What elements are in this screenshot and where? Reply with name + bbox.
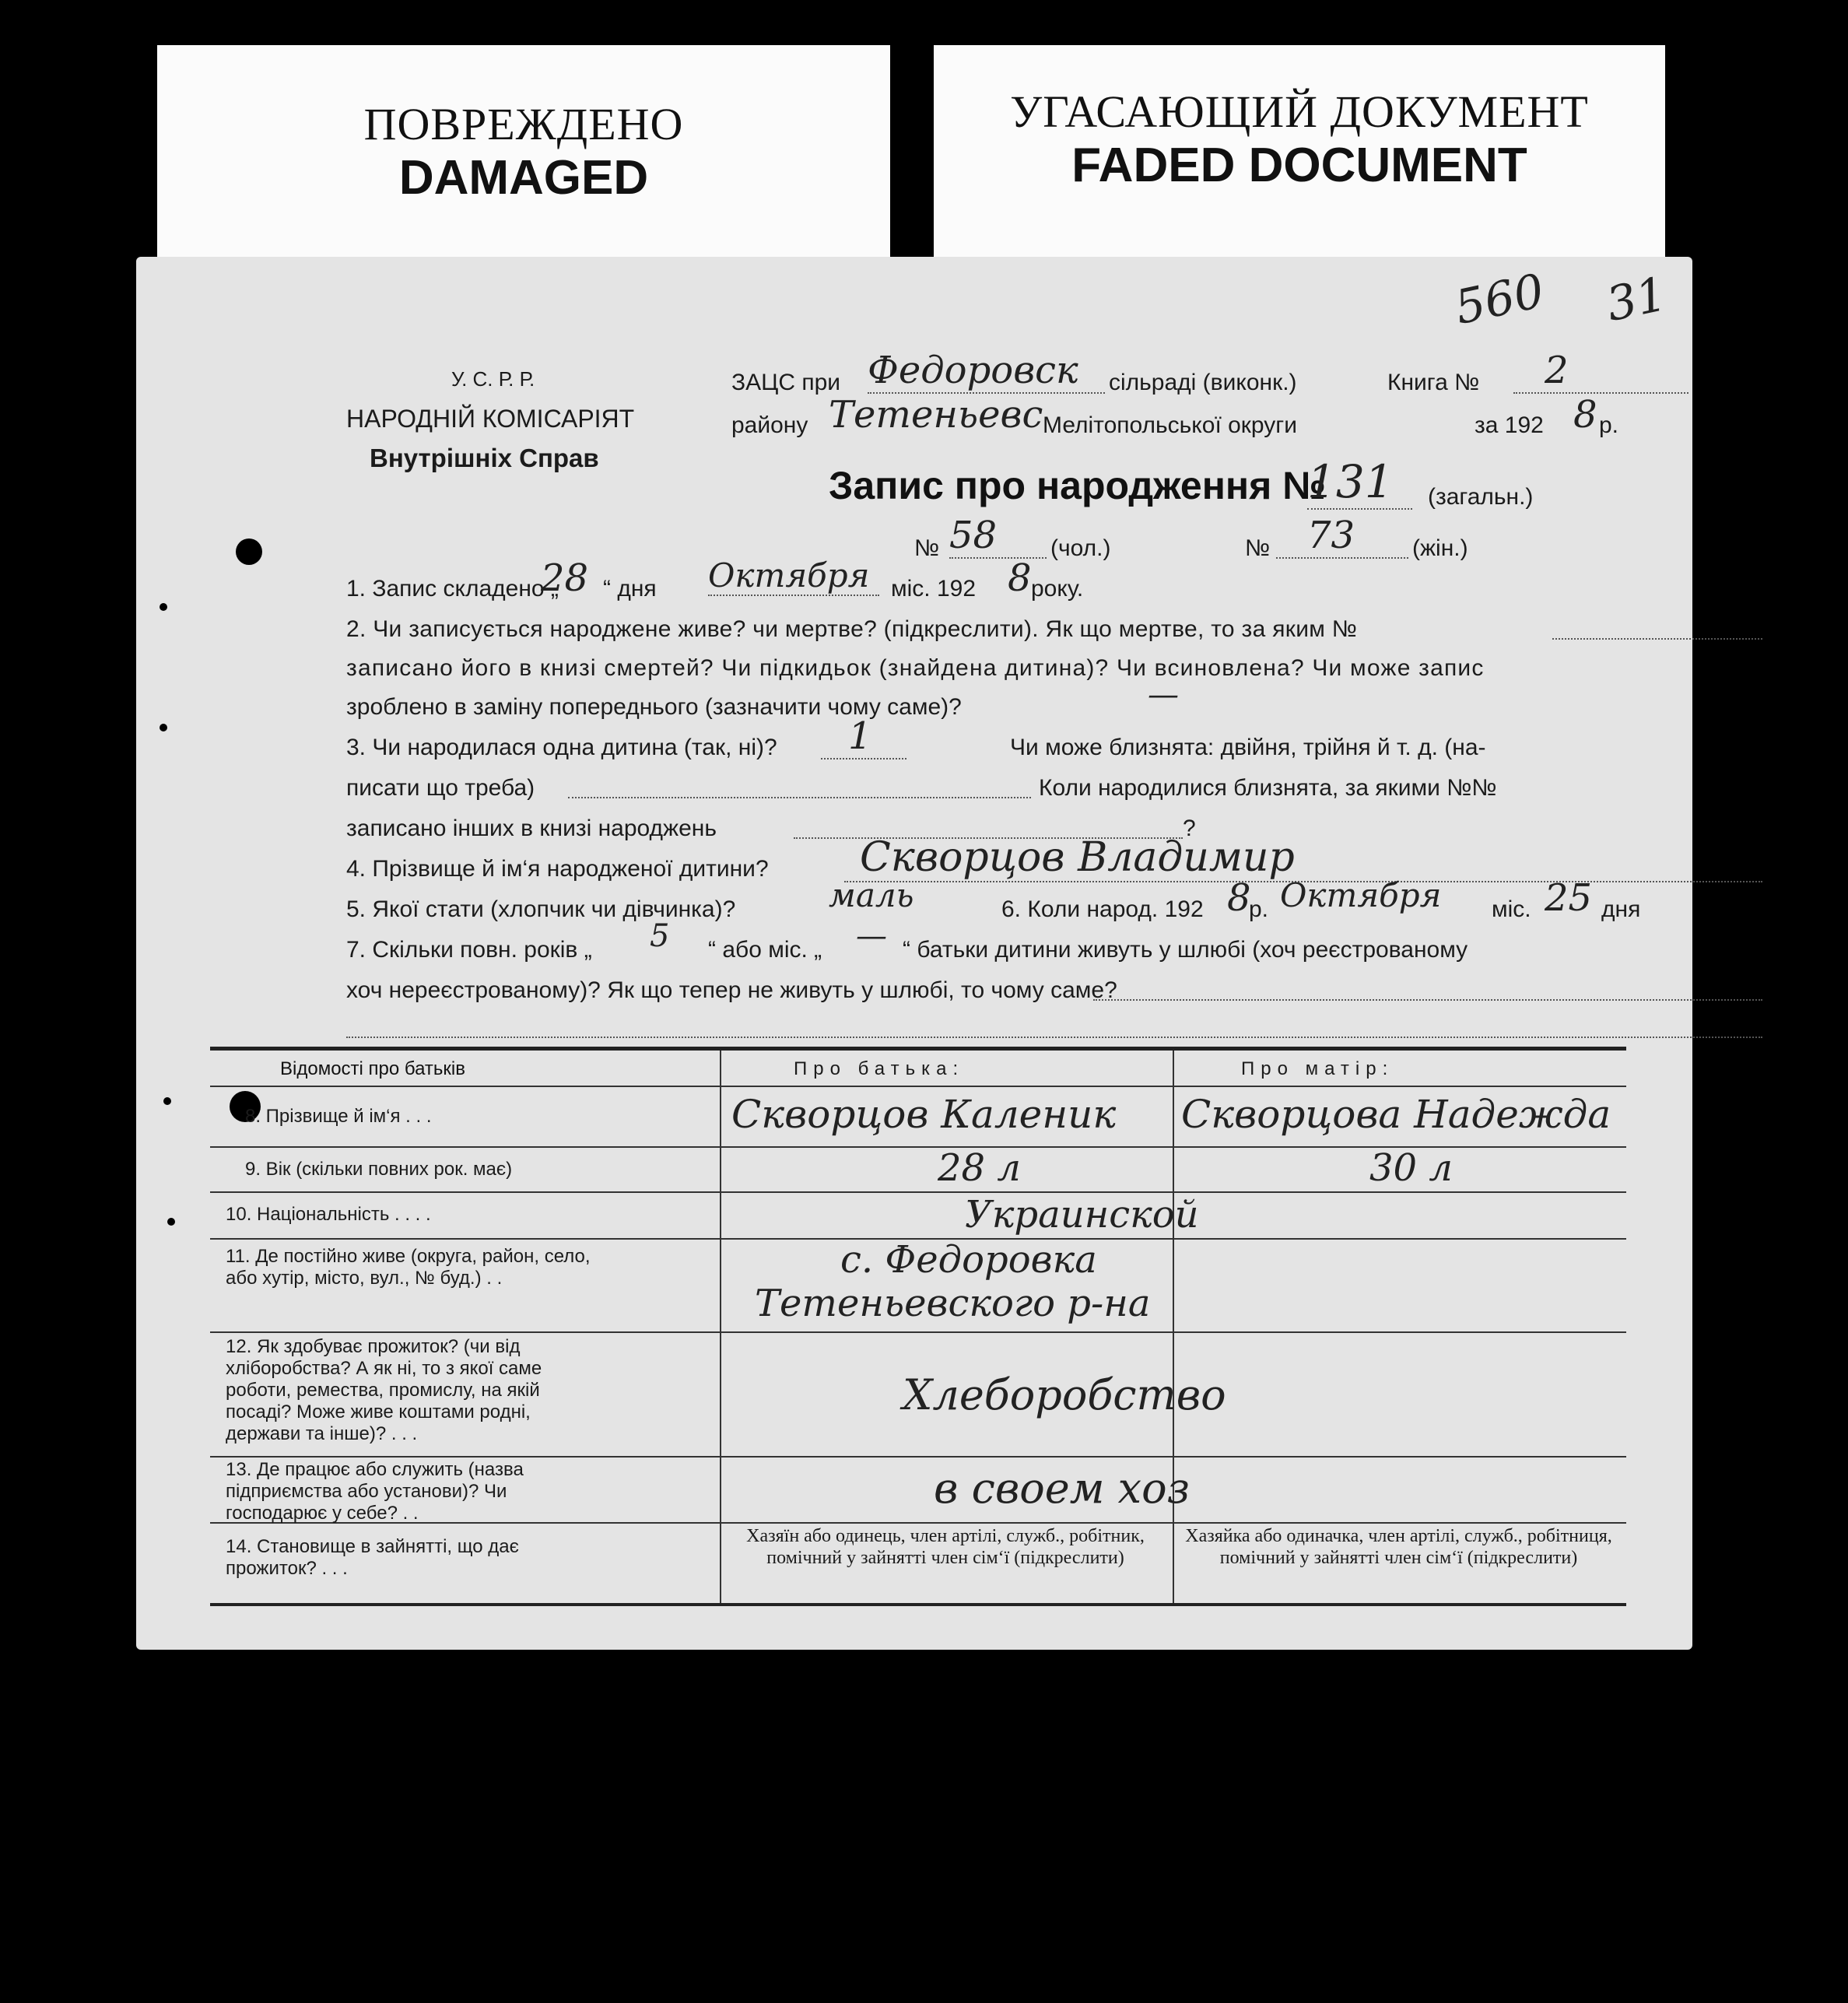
row-label: 14. Становище в зайнятті, що дає прожиток? . . . [226, 1536, 519, 1579]
parents-residence-2: Тетеньевского р-на [755, 1282, 1151, 1325]
table-row-name [210, 1086, 1626, 1148]
ministry-title: НАРОДНІЙ КОМІСАРІЯТ [346, 405, 635, 433]
header-father: Про батька: [794, 1058, 965, 1079]
parents-livelihood: Хлеборобство [903, 1370, 1226, 1419]
field-3-line-2b: Коли народилися близнята, за якими №№ [1039, 775, 1497, 801]
field-6-year-suffix: р. [1249, 896, 1269, 922]
field-2-line-2: записано його в книзі смертей? Чи підкидьок (знайдена дитина)? Чи всиновлена? Чи може запис [346, 655, 1485, 681]
sheet-number: 31 [1601, 266, 1671, 333]
field-3-line-1a: 3. Чи народилася одна дитина (так, ні)? [346, 735, 777, 760]
field-5-label: 5. Якої стати (хлопчик чи дівчинка)? [346, 896, 736, 922]
punch-hole [160, 603, 167, 611]
punch-hole [167, 1218, 175, 1226]
punch-hole [160, 724, 167, 731]
row-label: 12. Як здобуває прожиток? (чи від хліборобства? А як ні, то з якої саме роботи, ремества, промислу, на якій посаді? Може живе коштами родні, держави та інше)? . . . [226, 1336, 542, 1444]
zags-suffix: сільраді (виконк.) [1109, 370, 1297, 395]
father-occupation: Хазяїн або одинець, член артілі, служб., робітник, помічний у зайнятті член сім‘ї (підкреслити) [746, 1526, 1145, 1568]
field-6-month: Октября [1280, 876, 1442, 914]
damaged-label-en: DAMAGED [398, 151, 649, 205]
mother-age: 30 л [1369, 1146, 1453, 1190]
table-header-row [210, 1051, 1626, 1087]
year-suffix: р. [1599, 412, 1619, 438]
parents-residence-1: с. Федоровка [840, 1238, 1097, 1282]
header-info: Відомості про батьків [280, 1058, 465, 1079]
damaged-label-card [157, 45, 890, 279]
field-7-dotline-1 [1093, 998, 1762, 1001]
parents-nationality: Украинской [965, 1193, 1199, 1237]
table-row-workplace [210, 1456, 1626, 1524]
year-label: за 192 [1475, 412, 1544, 438]
female-number-value: 73 [1276, 514, 1408, 559]
row-label: 13. Де працює або служить (назва підприємства або установи)? Чи господарює у себе? . . [226, 1459, 524, 1524]
field-7-line-1c: “ батьки дитини живуть у шлюбі (хоч реєстрованому [903, 937, 1468, 963]
field-3-value: 1 [821, 714, 906, 759]
field-4-value: Скворцов Владимир [844, 834, 1762, 882]
field-2-value: — [1148, 677, 1179, 713]
table-row-occupation [210, 1522, 1626, 1598]
parents-table [210, 1047, 1626, 1606]
field-1-month-suffix: міс. 192 [891, 576, 977, 602]
district-value: Тетеньевс [829, 393, 1043, 437]
female-number-label: № [1245, 535, 1271, 561]
table-row-age [210, 1146, 1626, 1193]
record-title: Запис про народження № [829, 464, 1326, 507]
archive-number: 560 [1450, 263, 1549, 336]
field-3-line-3: записано інших в книзі народжень [346, 816, 717, 841]
row-label: 11. Де постійно живе (округа, район, село, або хутір, місто, вул., № буд.) . . [226, 1246, 591, 1289]
female-number-suffix: (жін.) [1412, 535, 1468, 561]
row-label: 10. Національність . . . . [226, 1204, 431, 1225]
field-7-months: — [856, 918, 887, 954]
field-7-dotline-2 [346, 1035, 1762, 1038]
field-2-line-3: зроблено в заміну попереднього (зазначити чому саме)? [346, 694, 962, 720]
zags-label: ЗАЦС при [731, 370, 841, 395]
row-label: 9. Вік (скільки повних рок. має) [245, 1159, 513, 1180]
book-value: 2 [1513, 349, 1688, 394]
mother-name: Скворцова Надежда [1181, 1092, 1611, 1137]
field-6-day-suffix: дня [1601, 896, 1641, 922]
header-mother: Про матір: [1241, 1058, 1394, 1079]
mother-occupation: Хазяйка або одиначка, член артілі, служб., робітниця, помічний у зайнятті член сім‘ї (підкреслити) [1185, 1526, 1612, 1568]
year-value: 8 [1573, 393, 1597, 437]
field-1-day-suffix: “ дня [603, 576, 657, 602]
field-1-year-suffix: року. [1031, 576, 1084, 602]
district-label: району [731, 412, 808, 438]
field-1-month: Октября [708, 556, 879, 596]
table-row-residence [210, 1238, 1626, 1333]
record-number-suffix: (загальн.) [1428, 484, 1534, 510]
record-number: 131 [1307, 455, 1412, 510]
faded-label-ru: УГАСАЮЩИЙ ДОКУМЕНТ [1010, 86, 1589, 137]
faded-label-en: FADED DOCUMENT [1071, 139, 1527, 192]
zags-value: Федоровск [868, 349, 1105, 394]
field-3-line-3-end: ? [1183, 816, 1196, 841]
field-7-line-1a: 7. Скільки повн. років „ [346, 937, 592, 963]
field-2-dotline [1552, 637, 1762, 640]
field-7-line-2: хоч нереєстрованому)? Як що тепер не живуть у шлюбі, то чому саме? [346, 977, 1117, 1003]
field-5-value: маль [829, 876, 914, 914]
field-1-label: 1. Запис складено „ [346, 576, 559, 602]
field-7-years: 5 [650, 918, 670, 954]
field-6-day: 25 [1545, 876, 1593, 920]
field-1-day: 28 [541, 556, 589, 600]
father-age: 28 л [938, 1146, 1021, 1190]
ministry-subtitle: Внутрішніх Справ [370, 444, 599, 472]
field-2-line-1: 2. Чи записується народжене живе? чи мертве? (підкреслити). Як що мертве, то за яким № [346, 616, 1358, 642]
field-6-year: 8 [1227, 876, 1251, 920]
damaged-label-ru: ПОВРЕЖДЕНО [363, 99, 684, 149]
field-6-month-suffix: міс. [1492, 896, 1531, 922]
field-3-dotline-1 [568, 795, 1031, 798]
table-row-nationality [210, 1191, 1626, 1240]
table-row-livelihood [210, 1331, 1626, 1458]
parents-workplace: в своем хоз [934, 1464, 1191, 1513]
punch-hole [163, 1097, 171, 1105]
field-1-year: 8 [1008, 556, 1032, 600]
row-label: 8. Прізвище й ім‘я . . . [245, 1106, 432, 1127]
faded-label-card [934, 45, 1665, 279]
punch-hole [236, 538, 262, 565]
male-number-label: № [914, 535, 940, 561]
father-name: Скворцов Каленик [731, 1092, 1117, 1137]
field-3-line-2a: писати що треба) [346, 775, 535, 801]
field-3-line-1b: Чи може близнята: двійня, трійня й т. д. (на- [1010, 735, 1486, 760]
okrug-label: Мелітопольської округи [1043, 412, 1297, 438]
book-label: Книга № [1387, 370, 1480, 395]
field-7-line-1b: “ або міс. „ [708, 937, 822, 963]
country-label: У. С. Р. Р. [451, 367, 535, 391]
field-6-label: 6. Коли народ. 192 [1001, 896, 1204, 922]
male-number-value: 58 [949, 514, 1047, 559]
male-number-suffix: (чол.) [1050, 535, 1111, 561]
field-4-label: 4. Прізвище й ім‘я народженої дитини? [346, 856, 769, 882]
